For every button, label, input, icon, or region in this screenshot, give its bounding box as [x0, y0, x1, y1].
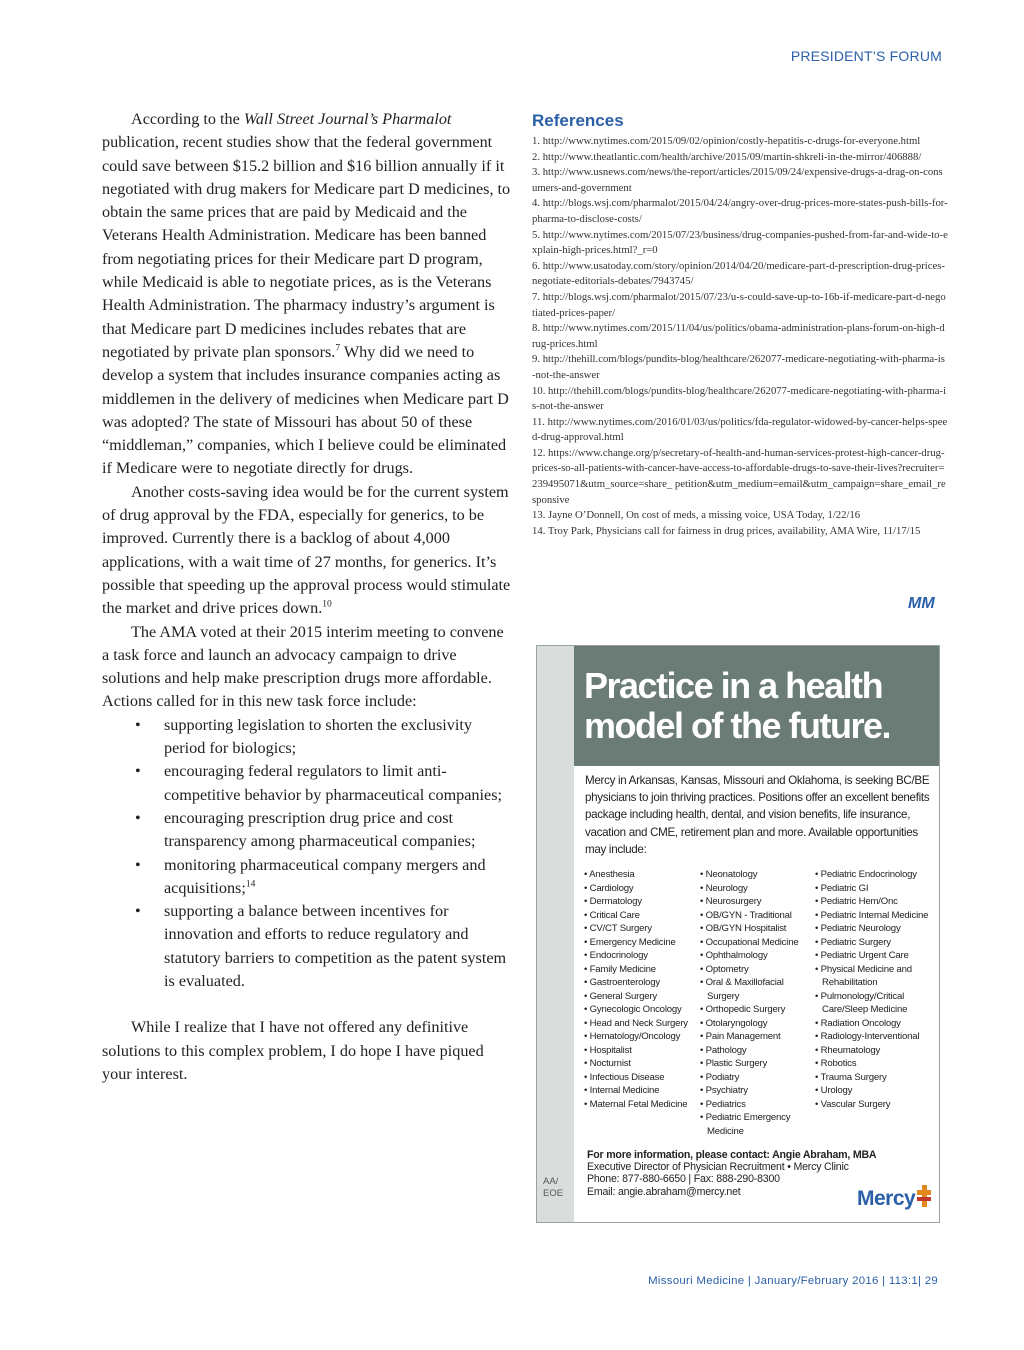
- specialty-item: • Neurology: [700, 882, 748, 894]
- specialty-item: • OB/GYN - Traditional: [700, 909, 792, 921]
- specialty-item: • Neonatology: [700, 869, 758, 880]
- eoe-label: AA/ EOE: [543, 1176, 564, 1199]
- reference-item: 1. http://www.nytimes.com/2015/09/02/opinion/costly-hepatitis-c-drugs-for-everyone.html: [532, 135, 921, 147]
- task-force-list: [102, 714, 514, 994]
- paragraph-4: While I realize that I have not offered any definitive solutions to this complex problem, I do hope I have piqued your interest.: [102, 1018, 484, 1083]
- reference-item: 10. http://thehill.com/blogs/pundits-blog/healthcare/262077-medicare-negotiating-with-pharma-is-not-the-answer: [532, 384, 947, 413]
- specialty-item: • Otolaryngology: [700, 1017, 768, 1029]
- specialty-item: • Radiation Oncology: [815, 1017, 901, 1029]
- cross-icon: [917, 1185, 931, 1207]
- specialty-item: • Hospitalist: [584, 1044, 632, 1056]
- specialty-item: • Critical Care: [584, 909, 640, 921]
- specialty-item: • Pediatric Neurology: [815, 923, 901, 934]
- page-footer: Missouri Medicine | January/February 2016 | 113:1| 29: [648, 1275, 938, 1287]
- specialty-item: • Anesthesia: [584, 869, 635, 880]
- article-body: [102, 108, 514, 1086]
- specialty-item: • CV/CT Surgery: [584, 923, 652, 934]
- specialty-item: • Dermatology: [584, 896, 642, 907]
- specialty-item: • Rheumatology: [815, 1044, 881, 1056]
- specialty-item: • Occupational Medicine: [700, 936, 799, 948]
- ad-side-bar: [537, 646, 574, 1222]
- list-item: • monitoring pharmaceutical company mergers and acquisitions;$^{14}$: [135, 855, 486, 897]
- paragraph-1: According to the Wall Street Journal’s Pharmalot publication, recent studies show that the federal government could save between $15.2 billion and $16 billion annually if it negotiated with drug makers for Medicare part D medicines, to obtain the same prices that are paid by Medicaid and the Veterans Health Administration. Medicare has been banned from negotiating prices for their Medicare part D program, while Medicaid is able to negotiate prices, as is the Veterans Health Administration. The pharmacy industry’s argument is that Medicare part D medicines includes rebates that are negotiated by private plan sponsors.$^7$ Why did we need to develop a system that includes insurance companies acting as middlemen in the delivery of medicines when Medicare part D was adopted? The state of Missouri has about 50 of these “middleman,” companies, which I believe could be eliminated if Medicare were to negotiate directly for drugs.: [102, 110, 511, 478]
- reference-item: 7. http://blogs.wsj.com/pharmalot/2015/07/23/u-s-could-save-up-to-16b-if-medicare-part-d-negotiated-prices-paper/: [532, 290, 946, 319]
- reference-item: 13. Jayne O’Donnell, On cost of meds, a missing voice, USA Today, 1/22/16: [532, 509, 861, 522]
- specialty-item: • Cardiology: [584, 882, 634, 894]
- paragraph-2: Another costs-saving idea would be for the current system of drug approval by the FDA, especially for generics, to be improved. Currently there is a backlog of about 4,000 applications, with a wait time of 27 months, for generics. It’s possible that speeding up the approval process would stimulate the market and drive prices down.$^{10}$: [102, 482, 511, 618]
- list-item: • supporting a balance between incentives for innovation and efforts to reduce regulatory and statutory barriers to competition as the patent system is evaluated.: [135, 902, 507, 990]
- specialty-item: • Ophthalmology: [700, 950, 768, 961]
- specialty-item: • Podiatry: [700, 1071, 740, 1083]
- reference-item: 8. http://www.nytimes.com/2015/11/04/us/politics/obama-administration-plans-forum-on-high-drug-prices.html: [532, 322, 945, 350]
- specialty-item: • Radiology-Interventional: [815, 1031, 920, 1042]
- specialty-item: • Psychiatry: [700, 1085, 748, 1096]
- specialty-item: • Optometry: [700, 963, 749, 975]
- specialty-item: • Oral & Maxillofacial Surgery: [700, 977, 784, 1002]
- specialty-column-1: [584, 868, 700, 1138]
- reference-item: 14. Troy Park, Physicians call for fairness in drug prices, availability, AMA Wire, 11/17/15: [532, 524, 921, 537]
- specialty-item: • Robotics: [815, 1058, 857, 1069]
- specialty-item: • Infectious Disease: [584, 1071, 665, 1083]
- ad-banner: [574, 646, 939, 766]
- paragraph-3: The AMA voted at their 2015 interim meeting to convene a task force and launch an advocacy campaign to drive solutions and help make prescription drugs more affordable. Actions called for in this new task force include:: [102, 622, 504, 711]
- specialty-item: • Nocturnist: [584, 1058, 631, 1069]
- specialty-item: • Pediatric Hem/Onc: [815, 896, 898, 907]
- specialty-item: • Urology: [815, 1085, 853, 1096]
- specialty-item: • Pediatric Surgery: [815, 936, 891, 948]
- specialty-column-2: [700, 868, 815, 1138]
- section-header: PRESIDENT’S FORUM: [790, 48, 942, 64]
- specialty-item: • Gynecologic Oncology: [584, 1004, 682, 1015]
- specialty-item: • Pulmonology/Critical Care/Sleep Medicine: [815, 990, 908, 1015]
- reference-item: 12. https://www.change.org/p/secretary-of-health-and-human-services-protest-high-cancer-drug-prices-so-all-patients-with-cancer-have-access-to-affordable-drugs-to-save-their-lives?recruiter=239495071&utm_source=share_ petition&utm_medium=email&utm_campaign=share_email_responsive: [532, 446, 946, 506]
- mercy-advertisement: [536, 645, 940, 1223]
- mercy-logo: [857, 1179, 933, 1219]
- specialty-item: • Neurosurgery: [700, 896, 762, 907]
- specialty-item: • Family Medicine: [584, 963, 656, 975]
- ad-body-text: Mercy in Arkansas, Kansas, Missouri and Oklahoma, is seeking BC/BE physicians to join thriving practices. Positions offer an excellent benefits package including health, dental, and vision benefits, life insurance, vacation and CME, retirement plan and more. Available opportunities may include:: [585, 774, 930, 856]
- reference-item: 9. http://thehill.com/blogs/pundits-blog/healthcare/262077-medicare-negotiating-with-pharma-is-not-the-answer: [532, 353, 945, 381]
- mercy-logo-text: Mercy: [857, 1187, 916, 1210]
- specialty-item: • Physical Medicine and Rehabilitation: [815, 963, 912, 988]
- specialty-item: • Emergency Medicine: [584, 936, 676, 948]
- specialty-item: • Pediatric Endocrinology: [815, 869, 917, 880]
- specialty-item: • Pediatric GI: [815, 882, 869, 894]
- ad-contact: For more information, please contact: Angie Abraham, MBA Executive Director of Physician Recruitment • Mercy Clinic Phone: 877-880-6650 | Fax: 888-290-8300 Email: angie.abraham@mercy.net: [587, 1149, 877, 1198]
- list-item: • supporting legislation to shorten the exclusivity period for biologics;: [135, 715, 472, 758]
- specialty-item: • Orthopedic Surgery: [700, 1004, 786, 1015]
- references-heading: References: [532, 111, 624, 130]
- specialty-item: • Endocrinology: [584, 950, 648, 961]
- ad-headline: Practice in a health model of the future.: [584, 665, 890, 746]
- specialty-item: • General Surgery: [584, 990, 658, 1002]
- end-mark: MM: [908, 595, 935, 612]
- reference-item: 4. http://blogs.wsj.com/pharmalot/2015/04/24/angry-over-drug-prices-more-states-push-bills-for-pharma-to-disclose-costs/: [532, 197, 948, 225]
- specialty-item: • Plastic Surgery: [700, 1058, 768, 1069]
- specialty-item: • OB/GYN Hospitalist: [700, 923, 787, 934]
- reference-item: 11. http://www.nytimes.com/2016/01/03/us/politics/fda-regulator-widowed-by-cancer-helps-speed-drug-approval.html: [532, 415, 948, 444]
- specialty-column-3: [815, 868, 936, 1138]
- specialty-item: • Internal Medicine: [584, 1085, 660, 1096]
- list-item: • encouraging prescription drug price and cost transparency among pharmaceutical companies;: [135, 808, 476, 851]
- specialty-item: • Gastroenterology: [584, 977, 661, 988]
- specialty-list: [584, 868, 936, 1138]
- reference-item: 2. http://www.theatlantic.com/health/archive/2015/09/martin-shkreli-in-the-mirror/406888/: [532, 150, 922, 163]
- specialty-item: • Vascular Surgery: [815, 1098, 891, 1110]
- list-item: • encouraging federal regulators to limit anti-competitive behavior by pharmaceutical companies;: [135, 762, 503, 804]
- specialty-item: • Trauma Surgery: [815, 1071, 887, 1083]
- specialty-item: • Maternal Fetal Medicine: [584, 1098, 688, 1110]
- specialty-item: • Pediatric Urgent Care: [815, 950, 909, 961]
- specialty-item: • Pediatrics: [700, 1098, 746, 1110]
- reference-item: 3. http://www.usnews.com/news/the-report/articles/2015/09/24/expensive-drugs-a-drag-on-consumers-and-government: [532, 166, 943, 194]
- specialty-item: • Pain Management: [700, 1031, 781, 1042]
- specialty-item: • Pathology: [700, 1044, 747, 1056]
- specialty-item: • Head and Neck Surgery: [584, 1017, 688, 1029]
- specialty-item: • Pediatric Internal Medicine: [815, 909, 929, 921]
- references-section: [532, 110, 948, 539]
- specialty-item: • Pediatric Emergency Medicine: [700, 1112, 791, 1137]
- reference-item: 5. http://www.nytimes.com/2015/07/23/business/drug-companies-pushed-from-far-and-wide-to-explain-high-prices.html?_r=0: [532, 228, 948, 257]
- specialty-item: • Hematology/Oncology: [584, 1031, 681, 1042]
- reference-item: 6. http://www.usatoday.com/story/opinion/2014/04/20/medicare-part-d-prescription-drug-prices-negotiate-editorials-debates/7943745/: [532, 259, 945, 288]
